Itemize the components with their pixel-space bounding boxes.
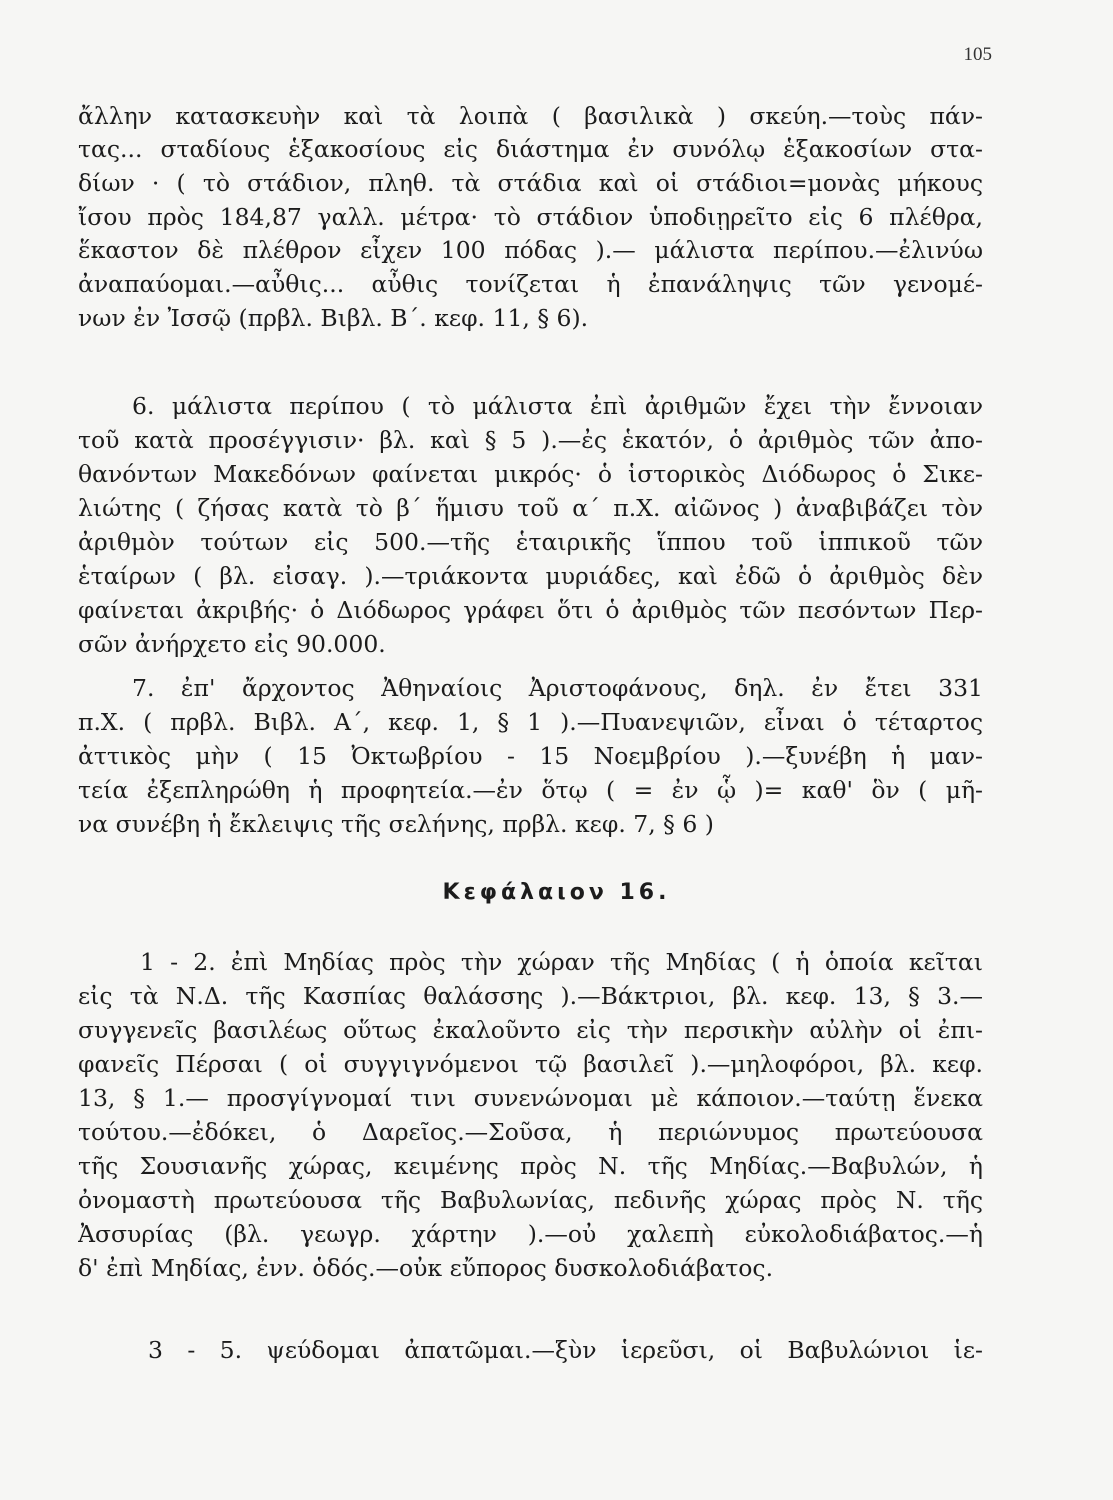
text-line: ἀττικὸς μὴν ( 15 Ὀκτωβρίου - 15 Νοεμβρίου ).—ξυνέβη ἡ μαν- <box>78 742 983 770</box>
text-line: τούτου.—ἐδόκει, ὁ Δαρεῖος.—Σοῦσα, ἡ περιώνυμος πρωτεύουσα <box>78 1118 983 1146</box>
chapter-heading: Κεφάλαιον 16. <box>442 880 671 905</box>
text-line: σῶν ἀνήρχετο εἰς 90.000. <box>78 630 386 658</box>
page-number: 105 <box>963 44 992 65</box>
text-line: τεία ἐξεπληρώθη ἡ προφητεία.—ἐν ὅτῳ ( = ἐν ᾧ )= καθ' ὃν ( μῆ- <box>78 776 983 804</box>
text-line: θανόντων Μακεδόνων φαίνεται μικρός· ὁ ἱστορικὸς Διόδωρος ὁ Σικε- <box>78 460 983 488</box>
text-line: συγγενεῖς βασιλέως οὕτως ἐκαλοῦντο εἰς τὴν περσικὴν αὐλὴν οἱ ἐπι- <box>78 1016 983 1044</box>
text-line: φαίνεται ἀκριβής· ὁ Διόδωρος γράφει ὅτι ὁ ἀριθμὸς τῶν πεσόντων Περ- <box>78 596 983 624</box>
text-line: 3 - 5. ψεύδομαι ἀπατῶμαι.—ξὺν ἱερεῦσι, οἱ Βαβυλώνιοι ἱε- <box>148 1336 983 1364</box>
text-line: ὀνομαστὴ πρωτεύουσα τῆς Βαβυλωνίας, πεδινῆς χώρας πρὸς Ν. τῆς <box>78 1186 983 1214</box>
text-line: ἀναπαύομαι.—αὖθις... αὖθις τονίζεται ἡ ἐπανάληψις τῶν γενομέ- <box>78 270 983 298</box>
text-line: ἴσου πρὸς 184,87 γαλλ. μέτρα· τὸ στάδιον ὑποδιῃρεῖτο εἰς 6 πλέθρα, <box>78 203 983 231</box>
text-line: τας... σταδίους ἑξακοσίους εἰς διάστημα ἐν συνόλῳ ἑξακοσίων στα- <box>78 135 983 163</box>
text-line: φανεῖς Πέρσαι ( οἱ συγγιγνόμενοι τῷ βασιλεῖ ).—μηλοφόροι, βλ. κεφ. <box>78 1050 983 1078</box>
text-line: εἰς τὰ Ν.Δ. τῆς Κασπίας θαλάσσης ).—Βάκτριοι, βλ. κεφ. 13, § 3.— <box>78 982 983 1010</box>
text-line: τοῦ κατὰ προσέγγισιν· βλ. καὶ § 5 ).—ἐς ἑκατόν, ὁ ἀριθμὸς τῶν ἀπο- <box>78 426 983 454</box>
text-line: π.Χ. ( πρβλ. Βιβλ. Α΄, κεφ. 1, § 1 ).—Πυανεψιῶν, εἶναι ὁ τέταρτος <box>78 708 983 736</box>
text-line: 6. μάλιστα περίπου ( τὸ μάλιστα ἐπὶ ἀριθμῶν ἔχει τὴν ἔννοιαν <box>132 392 983 420</box>
text-line: 7. ἐπ' ἄρχοντος Ἀθηναίοις Ἀριστοφάνους, δηλ. ἐν ἔτει 331 <box>132 674 983 702</box>
text-line: ἀριθμὸν τούτων εἰς 500.—τῆς ἑταιρικῆς ἵππου τοῦ ἱππικοῦ τῶν <box>78 528 983 556</box>
text-line: λιώτης ( ζήσας κατὰ τὸ β΄ ἥμισυ τοῦ α΄ π.Χ. αἰῶνος ) ἀναβιβάζει τὸν <box>78 494 983 522</box>
text-line: τῆς Σουσιανῆς χώρας, κειμένης πρὸς Ν. τῆς Μηδίας.—Βαβυλών, ἡ <box>78 1152 983 1180</box>
text-line: ἕκαστον δὲ πλέθρον εἶχεν 100 πόδας ).— μάλιστα περίπου.—ἐλινύω <box>78 236 983 264</box>
text-line: να συνέβη ἡ ἔκλειψις τῆς σελήνης, πρβλ. κεφ. 7, § 6 ) <box>78 810 714 838</box>
text-line: ἑταίρων ( βλ. εἰσαγ. ).—τριάκοντα μυριάδες, καὶ ἐδῶ ὁ ἀριθμὸς δὲν <box>78 562 983 590</box>
text-line: δ' ἐπὶ Μηδίας, ἐνν. ὁδός.—οὐκ εὔπορος δυσκολοδιάβατος. <box>78 1254 774 1282</box>
text-line: νων ἐν Ἰσσῷ (πρβλ. Βιβλ. Β΄. κεφ. 11, § 6). <box>78 304 589 332</box>
text-line: ἄλλην κατασκευὴν καὶ τὰ λοιπὰ ( βασιλικὰ ) σκεύη.—τοὺς πάν- <box>78 102 983 130</box>
text-line: 13, § 1.— προσγίγνομαί τινι συνενώνομαι μὲ κάποιον.—ταύτῃ ἕνεκα <box>78 1084 983 1112</box>
text-line: Ἀσσυρίας (βλ. γεωγρ. χάρτην ).—οὐ χαλεπὴ εὐκολοδιάβατος.—ἡ <box>78 1220 983 1248</box>
text-line: δίων · ( τὸ στάδιον, πληθ. τὰ στάδια καὶ οἱ στάδιοι=μονὰς μήκους <box>78 169 983 197</box>
text-line: 1 - 2. ἐπὶ Μηδίας πρὸς τὴν χώραν τῆς Μηδίας ( ἡ ὁποία κεῖται <box>140 948 983 976</box>
